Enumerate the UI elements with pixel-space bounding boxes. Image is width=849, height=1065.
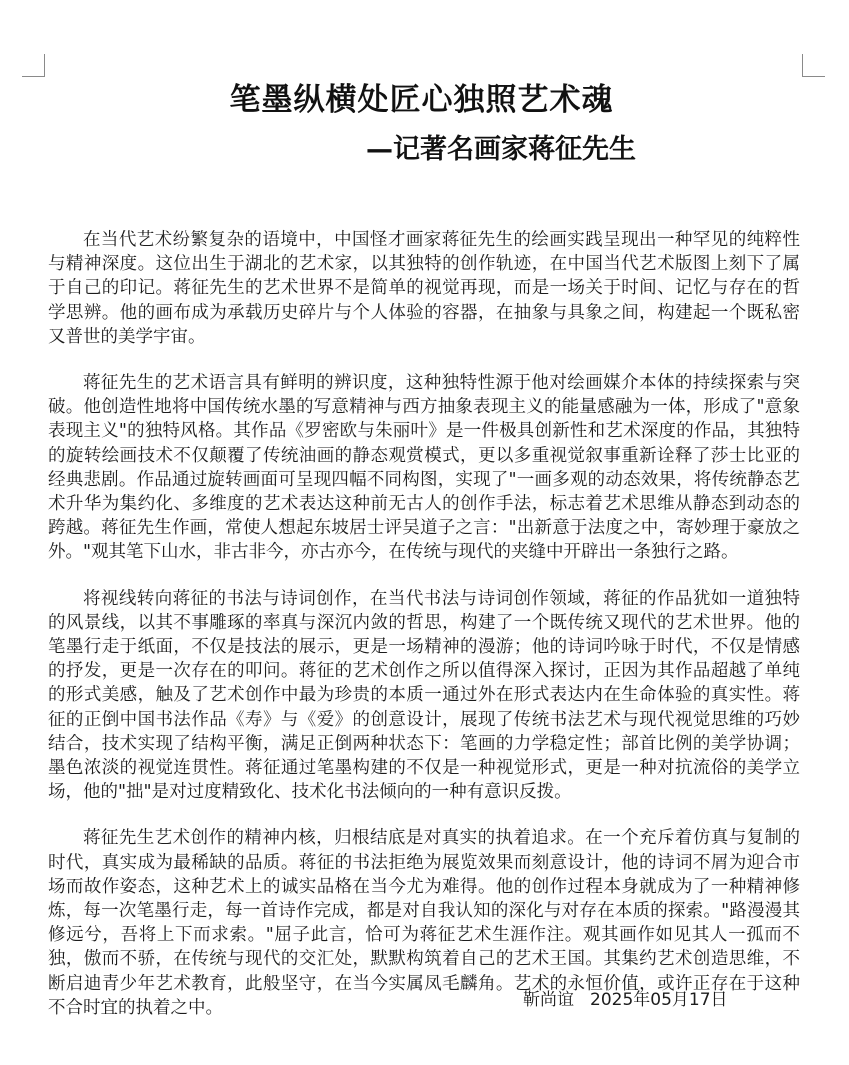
paragraph-3: 将视线转向蒋征的书法与诗词创作，在当代书法与诗词创作领域，蒋征的作品犹如一道独特的风景线，以其不事雕琢的率真与深沉内敛的哲思，构建了一个既传统又现代的艺术世界。他的笔墨行走于纸面，不仅是技法的展示，更是一场精神的漫游；他的诗词吟咏于时代，不仅是情感的抒发，更是一次存在的叩问。蒋征的艺术创作之所以值得深入探讨，正因为其作品超越了单纯的形式美感，触及了艺术创作中最为珍贵的本质一通过外在形式表达内在生命体验的真实性。蒋征的正倒中国书法作品《寿》与《爱》的创意设计，展现了传统书法艺术与现代视觉思维的巧妙结合，技术实现了结构平衡，满足正倒两种状态下：笔画的力学稳定性；部首比例的美学协调；墨色浓淡的视觉连贯性。蒋征通过笔墨构建的不仅是一种视觉形式，更是一种对抗流俗的美学立场，他的"拙"是对过度精致化、技术化书法倾向的一种有意识反拨。 (48, 588, 800, 803)
paragraph-4: 蒋征先生艺术创作的精神内核，归根结底是对真实的执着追求。在一个充斥着仿真与复制的时代，真实成为最稀缺的品质。蒋征的书法拒绝为展览效果而刻意设计，他的诗词不屑为迎合市场而故作姿态，这种艺术上的诚实品格在当今尤为难得。他的创作过程本身就成为了一种精神修炼，每一次笔墨行走，每一首诗作完成，都是对自我认知的深化与对存在本质的探索。"路漫漫其修远兮，吾将上下而求索。"屈子此言，恰可为蒋征艺术生涯作注。观其画作如见其人一孤而不独，傲而不骄，在传统与现代的交汇处，默默构筑着自己的艺术王国。其集约艺术创造思维，不断启迪青少年艺术教育，此般坚守，在当今实属凤毛麟角。艺术的永恒价值，或许正存在于这种不合时宜的执着之中。 (48, 828, 800, 1018)
article-body (48, 228, 800, 1042)
paragraph-1: 在当代艺术纷繁复杂的语境中，中国怪才画家蒋征先生的绘画实践呈现出一种罕见的纯粹性与精神深度。这位出生于湖北的艺术家，以其独特的创作轨迹，在中国当代艺术版图上刻下了属于自己的印记。蒋征先生的艺术世界不是简单的视觉再现，而是一场关于时间、记忆与存在的哲学思辨。他的画布成为承载历史碎片与个人体验的容器，在抽象与具象之间，构建起一个既私密又普世的美学宇宙。 (48, 230, 800, 347)
signature-date: 2025年05月17日 (590, 990, 728, 1010)
signature-author: 靳尚谊 (523, 990, 574, 1010)
article-title: 笔墨纵横处匠心独照艺术魂 (229, 82, 614, 118)
article-subtitle: —记著名画家蒋征先生 (366, 134, 636, 165)
paragraph-2: 蒋征先生的艺术语言具有鲜明的辨识度，这种独特性源于他对绘画媒介本体的持续探索与突破。他创造性地将中国传统水墨的写意精神与西方抽象表现主义的能量感融为一体，形成了"意象表现主义"的独特风格。其作品《罗密欧与朱丽叶》是一件极具创新性和艺术深度的作品，其独特的旋转绘画技术不仅颠覆了传统油画的静态观赏模式，更以多重视觉叙事重新诠释了莎士比亚的经典悲剧。作品通过旋转画面可呈现四幅不同构图，实现了"一画多观的动态效果，将传统静态艺术升华为集约化、多维度的艺术表达这种前无古人的创作手法，标志着艺术思维从静态到动态的跨越。蒋征先生作画，常使人想起东坡居士评吴道子之言："出新意于法度之中，寄妙理于豪放之外。"观其笔下山水，非古非今，亦古亦今，在传统与现代的夹缝中开辟出一条独行之路。 (48, 373, 800, 563)
signature-line (523, 985, 728, 1010)
